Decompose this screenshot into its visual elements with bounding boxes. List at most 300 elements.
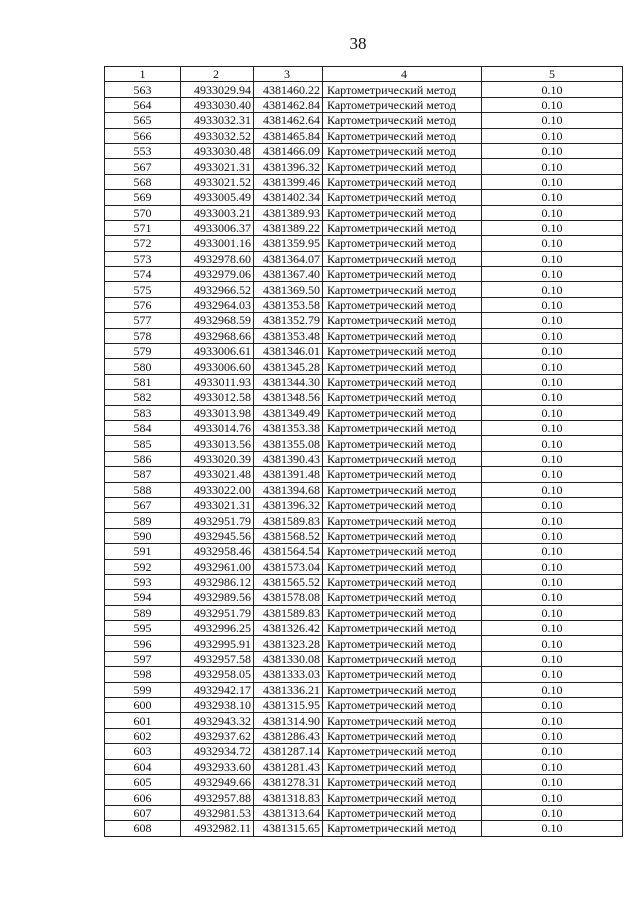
table-row <box>105 328 623 343</box>
x-coordinate-cell: 4933003.21 <box>181 205 254 220</box>
point-number-cell: 584 <box>105 420 181 435</box>
x-coordinate-cell: 4933006.37 <box>181 220 254 235</box>
table-row <box>105 805 623 820</box>
x-coordinate-cell: 4932945.56 <box>181 528 254 543</box>
x-coordinate-cell: 4933020.39 <box>181 451 254 466</box>
point-number-cell: 604 <box>105 759 181 774</box>
accuracy-cell: 0.10 <box>482 159 623 174</box>
method-cell: Картометрический метод <box>323 113 482 128</box>
method-cell: Картометрический метод <box>323 451 482 466</box>
method-cell: Картометрический метод <box>323 605 482 620</box>
y-coordinate-cell: 4381348.56 <box>254 390 323 405</box>
y-coordinate-cell: 4381286.43 <box>254 728 323 743</box>
table-row <box>105 282 623 297</box>
x-coordinate-cell: 4932961.00 <box>181 559 254 574</box>
y-coordinate-cell: 4381344.30 <box>254 374 323 389</box>
method-cell: Картометрический метод <box>323 467 482 482</box>
point-number-cell: 585 <box>105 436 181 451</box>
x-coordinate-cell: 4933021.52 <box>181 174 254 189</box>
y-coordinate-cell: 4381565.52 <box>254 574 323 589</box>
page-number: 38 <box>349 34 367 53</box>
point-number-cell: 598 <box>105 667 181 682</box>
accuracy-cell: 0.10 <box>482 821 623 836</box>
y-coordinate-cell: 4381318.83 <box>254 790 323 805</box>
accuracy-cell: 0.10 <box>482 313 623 328</box>
x-coordinate-cell: 4933032.52 <box>181 128 254 143</box>
method-cell: Картометрический метод <box>323 267 482 282</box>
header-col-2: 2 <box>181 67 254 82</box>
y-coordinate-cell: 4381336.21 <box>254 682 323 697</box>
accuracy-cell: 0.10 <box>482 682 623 697</box>
point-number-cell: 577 <box>105 313 181 328</box>
point-number-cell: 587 <box>105 467 181 482</box>
y-coordinate-cell: 4381353.58 <box>254 297 323 312</box>
point-number-cell: 563 <box>105 82 181 97</box>
accuracy-cell: 0.10 <box>482 451 623 466</box>
point-number-cell: 599 <box>105 682 181 697</box>
table-header <box>105 67 623 82</box>
accuracy-cell: 0.10 <box>482 344 623 359</box>
point-number-cell: 582 <box>105 390 181 405</box>
table-row <box>105 174 623 189</box>
table-row <box>105 559 623 574</box>
accuracy-cell: 0.10 <box>482 728 623 743</box>
y-coordinate-cell: 4381364.07 <box>254 251 323 266</box>
y-coordinate-cell: 4381333.03 <box>254 667 323 682</box>
accuracy-cell: 0.10 <box>482 759 623 774</box>
method-cell: Картометрический метод <box>323 344 482 359</box>
point-number-cell: 565 <box>105 113 181 128</box>
point-number-cell: 573 <box>105 251 181 266</box>
accuracy-cell: 0.10 <box>482 267 623 282</box>
accuracy-cell: 0.10 <box>482 574 623 589</box>
x-coordinate-cell: 4932981.53 <box>181 805 254 820</box>
accuracy-cell: 0.10 <box>482 282 623 297</box>
y-coordinate-cell: 4381402.34 <box>254 190 323 205</box>
point-number-cell: 603 <box>105 744 181 759</box>
method-cell: Картометрический метод <box>323 82 482 97</box>
accuracy-cell: 0.10 <box>482 405 623 420</box>
accuracy-cell: 0.10 <box>482 297 623 312</box>
table-row <box>105 267 623 282</box>
accuracy-cell: 0.10 <box>482 190 623 205</box>
point-number-cell: 581 <box>105 374 181 389</box>
table-row <box>105 297 623 312</box>
accuracy-cell: 0.10 <box>482 97 623 112</box>
point-number-cell: 564 <box>105 97 181 112</box>
table-row <box>105 374 623 389</box>
y-coordinate-cell: 4381573.04 <box>254 559 323 574</box>
y-coordinate-cell: 4381367.40 <box>254 267 323 282</box>
table-row <box>105 528 623 543</box>
method-cell: Картометрический метод <box>323 544 482 559</box>
method-cell: Картометрический метод <box>323 682 482 697</box>
point-number-cell: 567 <box>105 497 181 512</box>
y-coordinate-cell: 4381359.95 <box>254 236 323 251</box>
y-coordinate-cell: 4381589.83 <box>254 513 323 528</box>
y-coordinate-cell: 4381399.46 <box>254 174 323 189</box>
point-number-cell: 594 <box>105 590 181 605</box>
y-coordinate-cell: 4381287.14 <box>254 744 323 759</box>
method-cell: Картометрический метод <box>323 405 482 420</box>
table-row <box>105 313 623 328</box>
x-coordinate-cell: 4932996.25 <box>181 621 254 636</box>
accuracy-cell: 0.10 <box>482 374 623 389</box>
x-coordinate-cell: 4933013.98 <box>181 405 254 420</box>
x-coordinate-cell: 4933030.40 <box>181 97 254 112</box>
table-row <box>105 621 623 636</box>
accuracy-cell: 0.10 <box>482 774 623 789</box>
point-number-cell: 592 <box>105 559 181 574</box>
method-cell: Картометрический метод <box>323 713 482 728</box>
accuracy-cell: 0.10 <box>482 667 623 682</box>
accuracy-cell: 0.10 <box>482 621 623 636</box>
x-coordinate-cell: 4932938.10 <box>181 698 254 713</box>
x-coordinate-cell: 4932964.03 <box>181 297 254 312</box>
method-cell: Картометрический метод <box>323 420 482 435</box>
header-col-5: 5 <box>482 67 623 82</box>
point-number-cell: 605 <box>105 774 181 789</box>
point-number-cell: 586 <box>105 451 181 466</box>
method-cell: Картометрический метод <box>323 574 482 589</box>
table-row <box>105 82 623 97</box>
method-cell: Картометрический метод <box>323 728 482 743</box>
method-cell: Картометрический метод <box>323 236 482 251</box>
x-coordinate-cell: 4933021.31 <box>181 159 254 174</box>
method-cell: Картометрический метод <box>323 759 482 774</box>
accuracy-cell: 0.10 <box>482 544 623 559</box>
header-col-3: 3 <box>254 67 323 82</box>
method-cell: Картометрический метод <box>323 621 482 636</box>
point-number-cell: 593 <box>105 574 181 589</box>
y-coordinate-cell: 4381346.01 <box>254 344 323 359</box>
table-row <box>105 544 623 559</box>
table-row <box>105 774 623 789</box>
table-row <box>105 190 623 205</box>
method-cell: Картометрический метод <box>323 190 482 205</box>
point-number-cell: 602 <box>105 728 181 743</box>
accuracy-cell: 0.10 <box>482 605 623 620</box>
y-coordinate-cell: 4381355.08 <box>254 436 323 451</box>
point-number-cell: 570 <box>105 205 181 220</box>
point-number-cell: 600 <box>105 698 181 713</box>
x-coordinate-cell: 4932958.46 <box>181 544 254 559</box>
x-coordinate-cell: 4932934.72 <box>181 744 254 759</box>
x-coordinate-cell: 4932957.58 <box>181 651 254 666</box>
table-row <box>105 467 623 482</box>
point-number-cell: 607 <box>105 805 181 820</box>
table-row <box>105 821 623 836</box>
method-cell: Картометрический метод <box>323 497 482 512</box>
method-cell: Картометрический метод <box>323 328 482 343</box>
y-coordinate-cell: 4381330.08 <box>254 651 323 666</box>
x-coordinate-cell: 4932933.60 <box>181 759 254 774</box>
y-coordinate-cell: 4381353.38 <box>254 420 323 435</box>
accuracy-cell: 0.10 <box>482 420 623 435</box>
method-cell: Картометрический метод <box>323 251 482 266</box>
method-cell: Картометрический метод <box>323 159 482 174</box>
table-row <box>105 651 623 666</box>
point-number-cell: 567 <box>105 159 181 174</box>
y-coordinate-cell: 4381462.84 <box>254 97 323 112</box>
y-coordinate-cell: 4381353.48 <box>254 328 323 343</box>
table-row <box>105 790 623 805</box>
point-number-cell: 579 <box>105 344 181 359</box>
point-number-cell: 601 <box>105 713 181 728</box>
header-col-1: 1 <box>105 67 181 82</box>
method-cell: Картометрический метод <box>323 559 482 574</box>
table-row <box>105 451 623 466</box>
x-coordinate-cell: 4932958.05 <box>181 667 254 682</box>
accuracy-cell: 0.10 <box>482 497 623 512</box>
x-coordinate-cell: 4932951.79 <box>181 513 254 528</box>
y-coordinate-cell: 4381462.64 <box>254 113 323 128</box>
point-number-cell: 583 <box>105 405 181 420</box>
table-body <box>105 82 623 836</box>
table-row <box>105 728 623 743</box>
x-coordinate-cell: 4932957.88 <box>181 790 254 805</box>
accuracy-cell: 0.10 <box>482 205 623 220</box>
point-number-cell: 572 <box>105 236 181 251</box>
table-row <box>105 482 623 497</box>
accuracy-cell: 0.10 <box>482 359 623 374</box>
accuracy-cell: 0.10 <box>482 590 623 605</box>
x-coordinate-cell: 4932986.12 <box>181 574 254 589</box>
point-number-cell: 589 <box>105 605 181 620</box>
accuracy-cell: 0.10 <box>482 698 623 713</box>
point-number-cell: 578 <box>105 328 181 343</box>
method-cell: Картометрический метод <box>323 97 482 112</box>
accuracy-cell: 0.10 <box>482 559 623 574</box>
point-number-cell: 606 <box>105 790 181 805</box>
accuracy-cell: 0.10 <box>482 805 623 820</box>
y-coordinate-cell: 4381352.79 <box>254 313 323 328</box>
x-coordinate-cell: 4933021.31 <box>181 497 254 512</box>
method-cell: Картометрический метод <box>323 282 482 297</box>
table-row <box>105 359 623 374</box>
table-row <box>105 667 623 682</box>
table-row <box>105 682 623 697</box>
method-cell: Картометрический метод <box>323 805 482 820</box>
x-coordinate-cell: 4933032.31 <box>181 113 254 128</box>
method-cell: Картометрический метод <box>323 790 482 805</box>
accuracy-cell: 0.10 <box>482 390 623 405</box>
table-row <box>105 405 623 420</box>
accuracy-cell: 0.10 <box>482 651 623 666</box>
y-coordinate-cell: 4381396.32 <box>254 159 323 174</box>
method-cell: Картометрический метод <box>323 744 482 759</box>
method-cell: Картометрический метод <box>323 374 482 389</box>
x-coordinate-cell: 4933030.48 <box>181 143 254 158</box>
table-row <box>105 744 623 759</box>
x-coordinate-cell: 4933001.16 <box>181 236 254 251</box>
method-cell: Картометрический метод <box>323 359 482 374</box>
table-row <box>105 759 623 774</box>
y-coordinate-cell: 4381578.08 <box>254 590 323 605</box>
x-coordinate-cell: 4933021.48 <box>181 467 254 482</box>
y-coordinate-cell: 4381313.64 <box>254 805 323 820</box>
x-coordinate-cell: 4933006.61 <box>181 344 254 359</box>
table-row <box>105 713 623 728</box>
table-row <box>105 497 623 512</box>
y-coordinate-cell: 4381315.95 <box>254 698 323 713</box>
x-coordinate-cell: 4932942.17 <box>181 682 254 697</box>
x-coordinate-cell: 4932943.32 <box>181 713 254 728</box>
table-row <box>105 436 623 451</box>
point-number-cell: 571 <box>105 220 181 235</box>
y-coordinate-cell: 4381391.48 <box>254 467 323 482</box>
y-coordinate-cell: 4381396.32 <box>254 497 323 512</box>
accuracy-cell: 0.10 <box>482 220 623 235</box>
table-row <box>105 513 623 528</box>
x-coordinate-cell: 4932937.62 <box>181 728 254 743</box>
x-coordinate-cell: 4933006.60 <box>181 359 254 374</box>
y-coordinate-cell: 4381589.83 <box>254 605 323 620</box>
x-coordinate-cell: 4932982.11 <box>181 821 254 836</box>
point-number-cell: 591 <box>105 544 181 559</box>
x-coordinate-cell: 4932989.56 <box>181 590 254 605</box>
table-row <box>105 420 623 435</box>
method-cell: Картометрический метод <box>323 482 482 497</box>
header-row <box>105 67 623 82</box>
y-coordinate-cell: 4381390.43 <box>254 451 323 466</box>
x-coordinate-cell: 4932995.91 <box>181 636 254 651</box>
point-number-cell: 553 <box>105 143 181 158</box>
x-coordinate-cell: 4933012.58 <box>181 390 254 405</box>
point-number-cell: 588 <box>105 482 181 497</box>
table-row <box>105 574 623 589</box>
point-number-cell: 574 <box>105 267 181 282</box>
x-coordinate-cell: 4933029.94 <box>181 82 254 97</box>
method-cell: Картометрический метод <box>323 313 482 328</box>
point-number-cell: 580 <box>105 359 181 374</box>
table-row <box>105 236 623 251</box>
table-row <box>105 97 623 112</box>
method-cell: Картометрический метод <box>323 205 482 220</box>
y-coordinate-cell: 4381568.52 <box>254 528 323 543</box>
y-coordinate-cell: 4381278.31 <box>254 774 323 789</box>
point-number-cell: 608 <box>105 821 181 836</box>
method-cell: Картометрический метод <box>323 821 482 836</box>
point-number-cell: 596 <box>105 636 181 651</box>
x-coordinate-cell: 4932949.66 <box>181 774 254 789</box>
accuracy-cell: 0.10 <box>482 82 623 97</box>
table-row <box>105 220 623 235</box>
x-coordinate-cell: 4933014.76 <box>181 420 254 435</box>
table-row <box>105 698 623 713</box>
method-cell: Картометрический метод <box>323 590 482 605</box>
accuracy-cell: 0.10 <box>482 113 623 128</box>
point-number-cell: 576 <box>105 297 181 312</box>
point-number-cell: 597 <box>105 651 181 666</box>
accuracy-cell: 0.10 <box>482 143 623 158</box>
x-coordinate-cell: 4932968.59 <box>181 313 254 328</box>
accuracy-cell: 0.10 <box>482 128 623 143</box>
method-cell: Картометрический метод <box>323 651 482 666</box>
table-row <box>105 590 623 605</box>
x-coordinate-cell: 4933005.49 <box>181 190 254 205</box>
y-coordinate-cell: 4381369.50 <box>254 282 323 297</box>
y-coordinate-cell: 4381389.93 <box>254 205 323 220</box>
accuracy-cell: 0.10 <box>482 236 623 251</box>
coordinates-table <box>104 66 623 837</box>
method-cell: Картометрический метод <box>323 528 482 543</box>
table-row <box>105 251 623 266</box>
y-coordinate-cell: 4381394.68 <box>254 482 323 497</box>
x-coordinate-cell: 4933011.93 <box>181 374 254 389</box>
x-coordinate-cell: 4932968.66 <box>181 328 254 343</box>
x-coordinate-cell: 4932966.52 <box>181 282 254 297</box>
point-number-cell: 590 <box>105 528 181 543</box>
point-number-cell: 568 <box>105 174 181 189</box>
method-cell: Картометрический метод <box>323 667 482 682</box>
y-coordinate-cell: 4381315.65 <box>254 821 323 836</box>
y-coordinate-cell: 4381345.28 <box>254 359 323 374</box>
table-row <box>105 636 623 651</box>
y-coordinate-cell: 4381465.84 <box>254 128 323 143</box>
y-coordinate-cell: 4381314.90 <box>254 713 323 728</box>
accuracy-cell: 0.10 <box>482 636 623 651</box>
x-coordinate-cell: 4933013.56 <box>181 436 254 451</box>
method-cell: Картометрический метод <box>323 698 482 713</box>
accuracy-cell: 0.10 <box>482 467 623 482</box>
accuracy-cell: 0.10 <box>482 790 623 805</box>
table-row <box>105 390 623 405</box>
table-row <box>105 159 623 174</box>
y-coordinate-cell: 4381323.28 <box>254 636 323 651</box>
accuracy-cell: 0.10 <box>482 482 623 497</box>
accuracy-cell: 0.10 <box>482 436 623 451</box>
point-number-cell: 595 <box>105 621 181 636</box>
table-row <box>105 205 623 220</box>
accuracy-cell: 0.10 <box>482 513 623 528</box>
y-coordinate-cell: 4381564.54 <box>254 544 323 559</box>
method-cell: Картометрический метод <box>323 174 482 189</box>
method-cell: Картометрический метод <box>323 220 482 235</box>
x-coordinate-cell: 4933022.00 <box>181 482 254 497</box>
point-number-cell: 575 <box>105 282 181 297</box>
method-cell: Картометрический метод <box>323 297 482 312</box>
x-coordinate-cell: 4932978.60 <box>181 251 254 266</box>
table-row <box>105 143 623 158</box>
point-number-cell: 569 <box>105 190 181 205</box>
method-cell: Картометрический метод <box>323 636 482 651</box>
accuracy-cell: 0.10 <box>482 328 623 343</box>
point-number-cell: 566 <box>105 128 181 143</box>
x-coordinate-cell: 4932979.06 <box>181 267 254 282</box>
table-row <box>105 128 623 143</box>
y-coordinate-cell: 4381281.43 <box>254 759 323 774</box>
y-coordinate-cell: 4381349.49 <box>254 405 323 420</box>
y-coordinate-cell: 4381389.22 <box>254 220 323 235</box>
y-coordinate-cell: 4381326.42 <box>254 621 323 636</box>
method-cell: Картометрический метод <box>323 128 482 143</box>
accuracy-cell: 0.10 <box>482 251 623 266</box>
method-cell: Картометрический метод <box>323 390 482 405</box>
header-col-4: 4 <box>323 67 482 82</box>
accuracy-cell: 0.10 <box>482 744 623 759</box>
table-row <box>105 113 623 128</box>
y-coordinate-cell: 4381460.22 <box>254 82 323 97</box>
x-coordinate-cell: 4932951.79 <box>181 605 254 620</box>
point-number-cell: 589 <box>105 513 181 528</box>
method-cell: Картометрический метод <box>323 774 482 789</box>
table-row <box>105 344 623 359</box>
accuracy-cell: 0.10 <box>482 174 623 189</box>
accuracy-cell: 0.10 <box>482 528 623 543</box>
accuracy-cell: 0.10 <box>482 713 623 728</box>
method-cell: Картометрический метод <box>323 436 482 451</box>
